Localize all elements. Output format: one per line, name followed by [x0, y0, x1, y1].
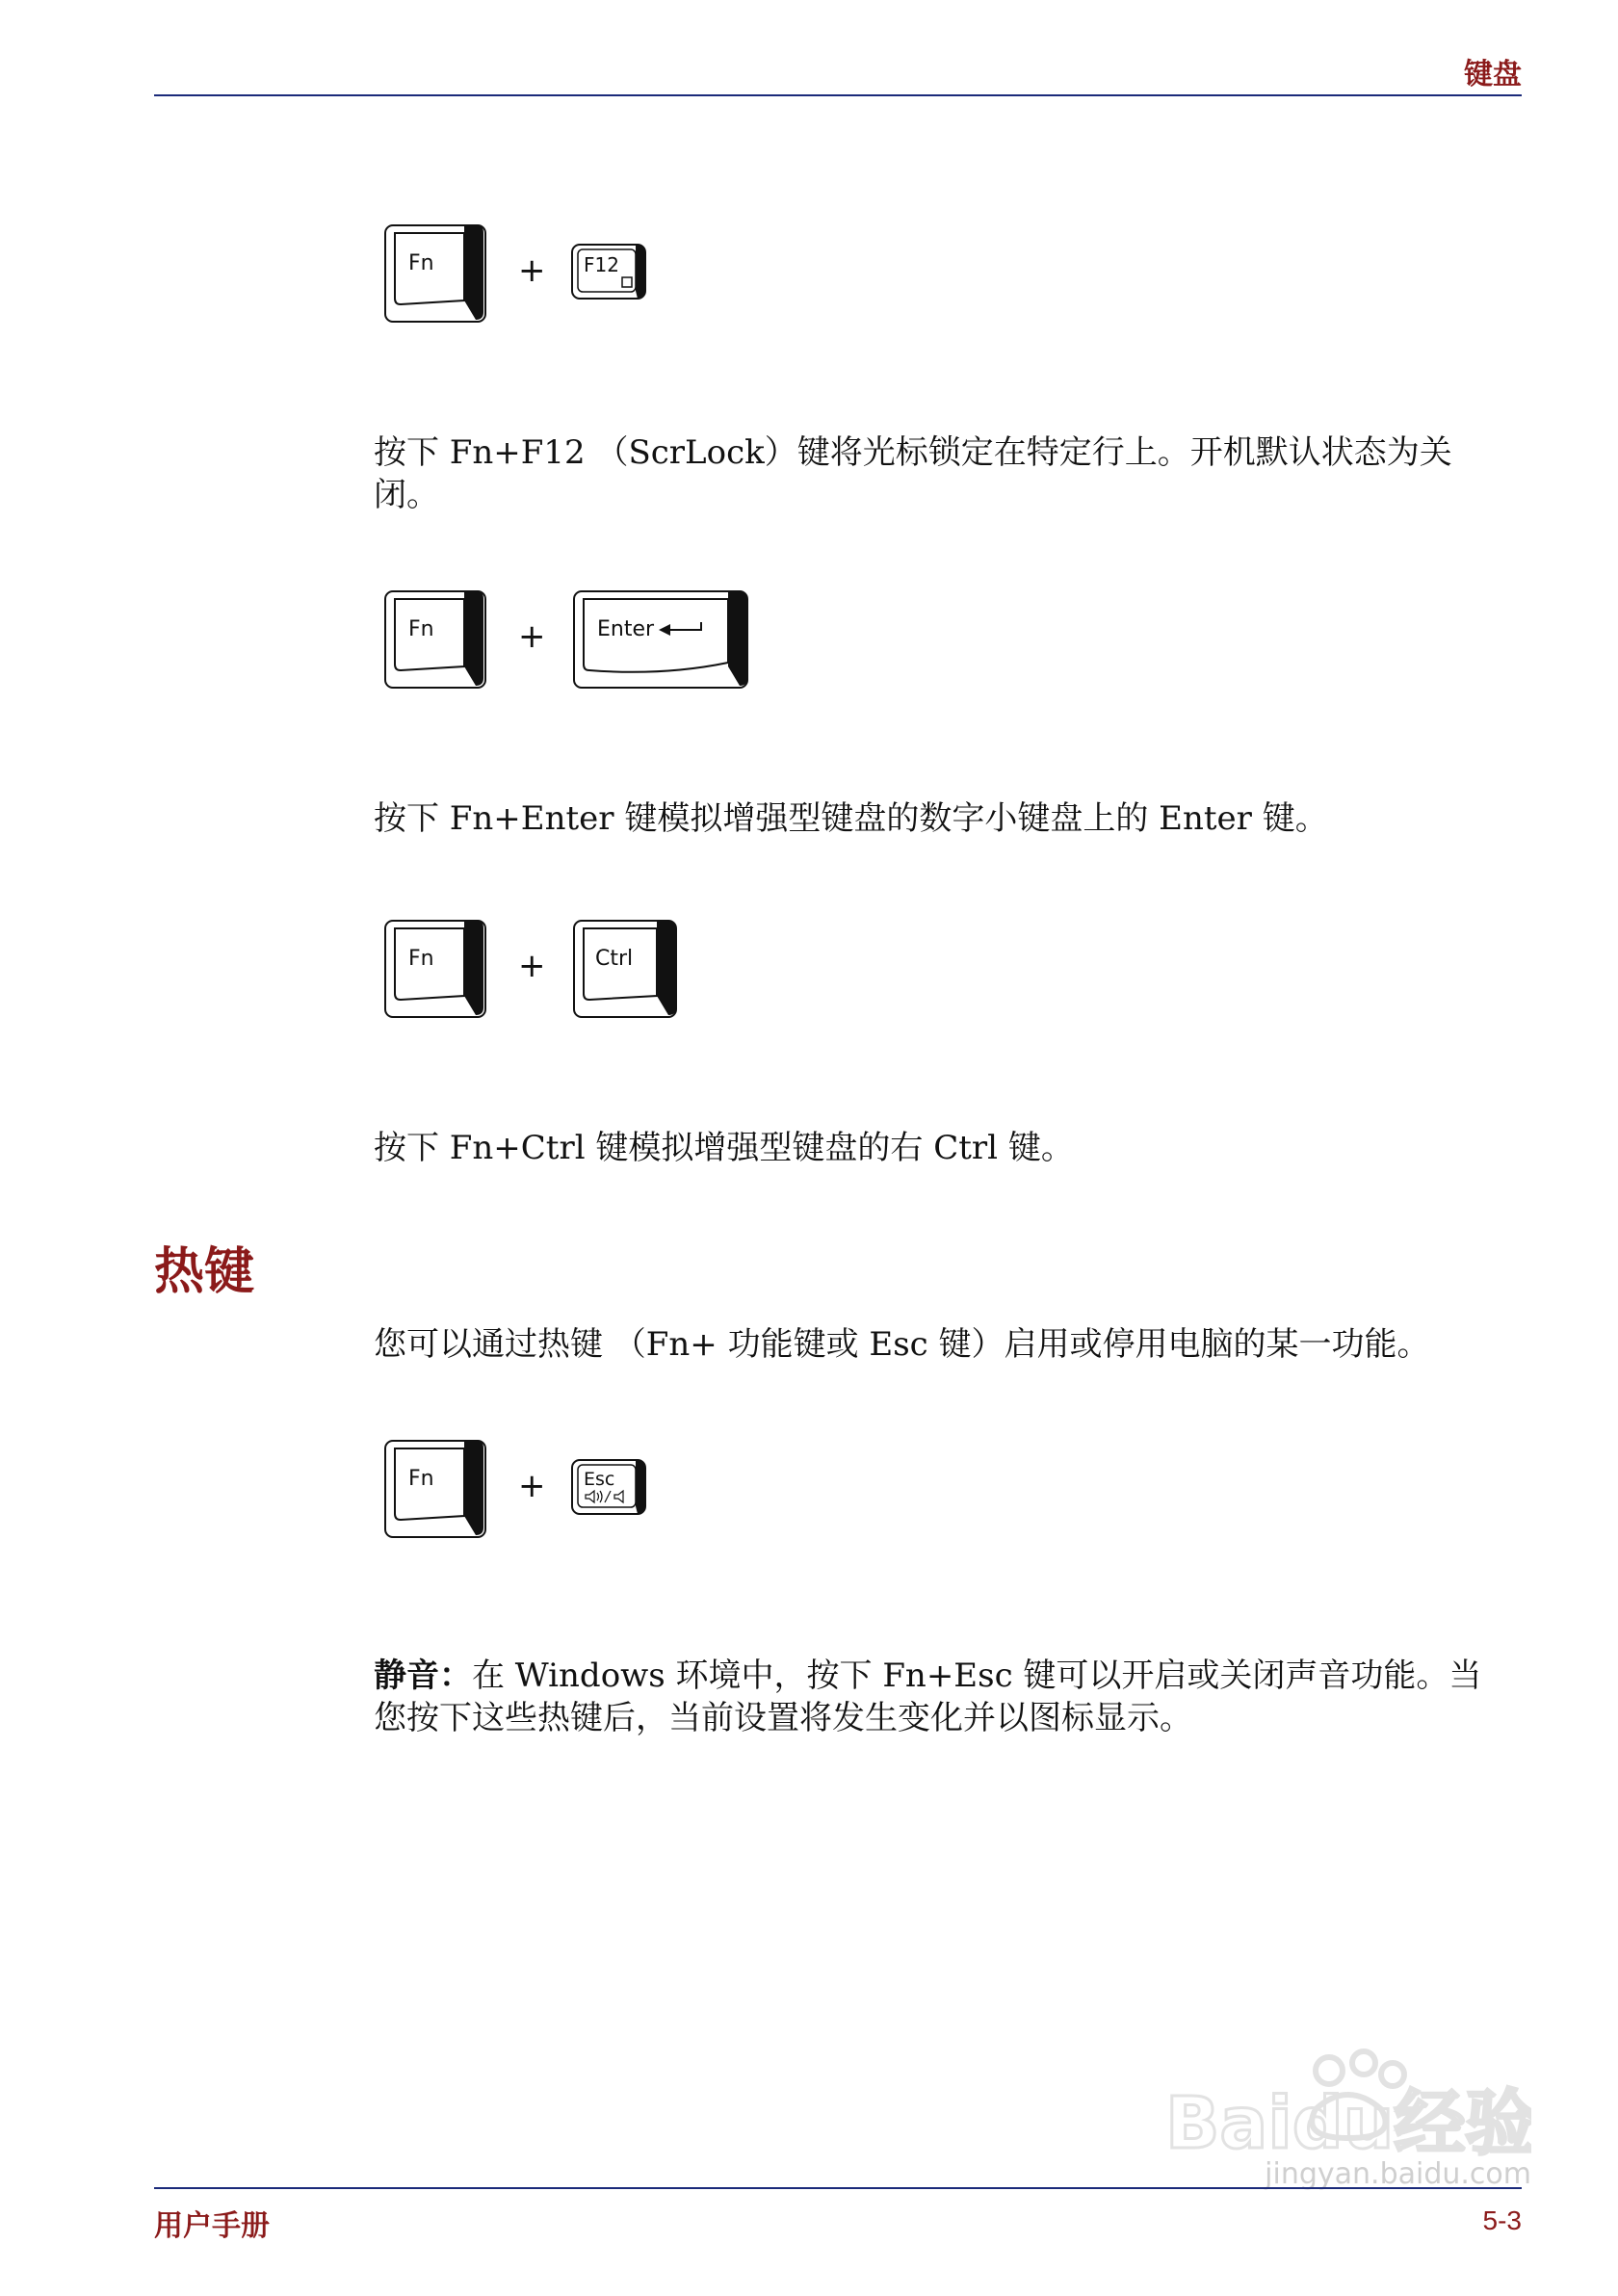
plus-sign: + — [518, 251, 546, 290]
key-combo-fn-esc — [383, 1439, 692, 1545]
key-combo-fn-enter — [383, 589, 788, 695]
mute-label: 静音： — [374, 1657, 472, 1695]
fn-key — [385, 225, 485, 322]
ctrl-key-label: Ctrl — [595, 947, 634, 971]
watermark-url: jingyan.baidu.com — [1265, 2157, 1531, 2191]
mute-description — [374, 1655, 1501, 1739]
page-number: 5-3 — [1482, 2205, 1522, 2235]
scrlock-description — [374, 431, 1501, 516]
hotkey-intro: 您可以通过热键 （Fn+ 功能键或 Esc 键）启用或停用电脑的某一功能。 — [374, 1325, 1430, 1364]
ctrl-description: 按下 Fn+Ctrl 键模拟增强型键盘的右 Ctrl 键。 — [374, 1129, 1074, 1167]
footer-manual-title: 用户手册 — [154, 2209, 270, 2243]
fn-key-label: Fn — [408, 1467, 434, 1491]
baidu-watermark-logo — [1146, 2042, 1531, 2161]
key-combo-fn-f12 — [383, 223, 692, 329]
watermark-logo-text: Baidu经验 — [1165, 2082, 1531, 2157]
f12-key-label: F12 — [584, 253, 619, 276]
esc-key-label: Esc — [584, 1469, 615, 1490]
mute-line-1: 在 Windows 环境中，按下 Fn+Esc 键可以开启或关闭声音功能。当 — [472, 1657, 1482, 1695]
enter-description: 按下 Fn+Enter 键模拟增强型键盘的数字小键盘上的 Enter 键。 — [374, 799, 1328, 838]
plus-sign: + — [518, 617, 546, 656]
esc-key — [572, 1460, 645, 1514]
fn-key — [385, 591, 485, 688]
fn-key-label: Fn — [408, 947, 434, 971]
key-combo-fn-ctrl — [383, 919, 692, 1025]
mute-line-2: 您按下这些热键后，当前设置将发生变化并以图标显示。 — [374, 1699, 1192, 1737]
plus-sign: + — [518, 1467, 546, 1505]
header-rule — [154, 94, 1522, 96]
enter-key-label: Enter — [597, 617, 655, 641]
plus-sign: + — [518, 947, 546, 985]
fn-key-label: Fn — [408, 251, 434, 275]
footer-rule — [154, 2187, 1522, 2189]
ctrl-key — [574, 921, 676, 1017]
enter-key — [574, 591, 747, 688]
fn-key-label: Fn — [408, 617, 434, 641]
fn-key — [385, 1441, 485, 1537]
running-header-title: 键盘 — [1464, 58, 1522, 91]
hotkeys-heading: 热键 — [154, 1243, 255, 1301]
f12-key — [572, 245, 645, 299]
scrlock-line-1: 按下 Fn+F12 （ScrLock）键将光标锁定在特定行上。开机默认状态为关 — [374, 433, 1452, 472]
scrlock-line-2: 闭。 — [374, 476, 439, 514]
fn-key — [385, 921, 485, 1017]
